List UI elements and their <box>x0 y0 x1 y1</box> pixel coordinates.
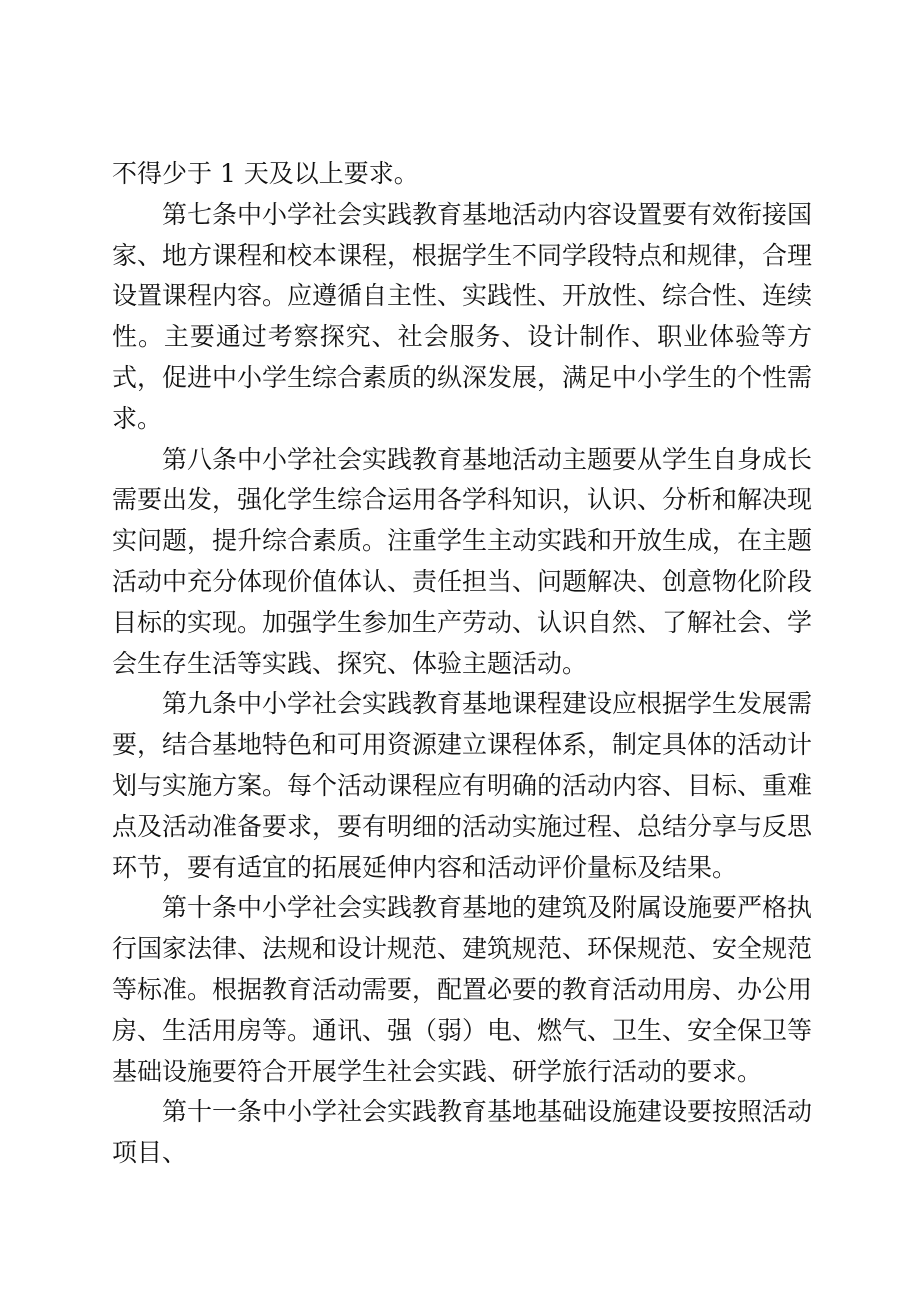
paragraph-article-7: 第七条中小学社会实践教育基地活动内容设置要有效衔接国家、地方课程和校本课程，根据学生不同学段特点和规律，合理设置课程内容。应遵循自主性、实践性、开放性、综合性、连续性。主要通过考察探究、社会服务、设计制作、职业体验等方式，促进中小学生综合素质的纵深发展，满足中小学生的个性需求。 <box>112 199 813 433</box>
paragraph-article-8: 第八条中小学社会实践教育基地活动主题要从学生自身成长需要出发，强化学生综合运用各学科知识，认识、分析和解决现实问题，提升综合素质。注重学生主动实践和开放生成，在主题活动中充分体现价值体认、责任担当、问题解决、创意物化阶段目标的实现。加强学生参加生产劳动、认识自然、了解社会、学会生存生活等实践、探究、体验主题活动。 <box>112 444 813 678</box>
paragraph-article-9: 第九条中小学社会实践教育基地课程建设应根据学生发展需要，结合基地特色和可用资源建立课程体系，制定具体的活动计划与实施方案。每个活动课程应有明确的活动内容、目标、重难点及活动准备要求，要有明细的活动实施过程、总结分享与反思环节，要有适宜的拓展延伸内容和活动评价量标及结果。 <box>112 689 813 882</box>
paragraph-article-11: 第十一条中小学社会实践教育基地基础设施建设要按照活动项目、 <box>112 1097 813 1168</box>
document-body <box>112 154 812 1174</box>
paragraph-article-10: 第十条中小学社会实践教育基地的建筑及附属设施要严格执行国家法律、法规和设计规范、建筑规范、环保规范、安全规范等标准。根据教育活动需要，配置必要的教育活动用房、办公用房、生活用房等。通讯、强（弱）电、燃气、卫生、安全保卫等基础设施要符合开展学生社会实践、研学旅行活动的要求。 <box>112 893 813 1086</box>
paragraph-continuation: 不得少于 1 天及以上要求。 <box>112 159 419 188</box>
